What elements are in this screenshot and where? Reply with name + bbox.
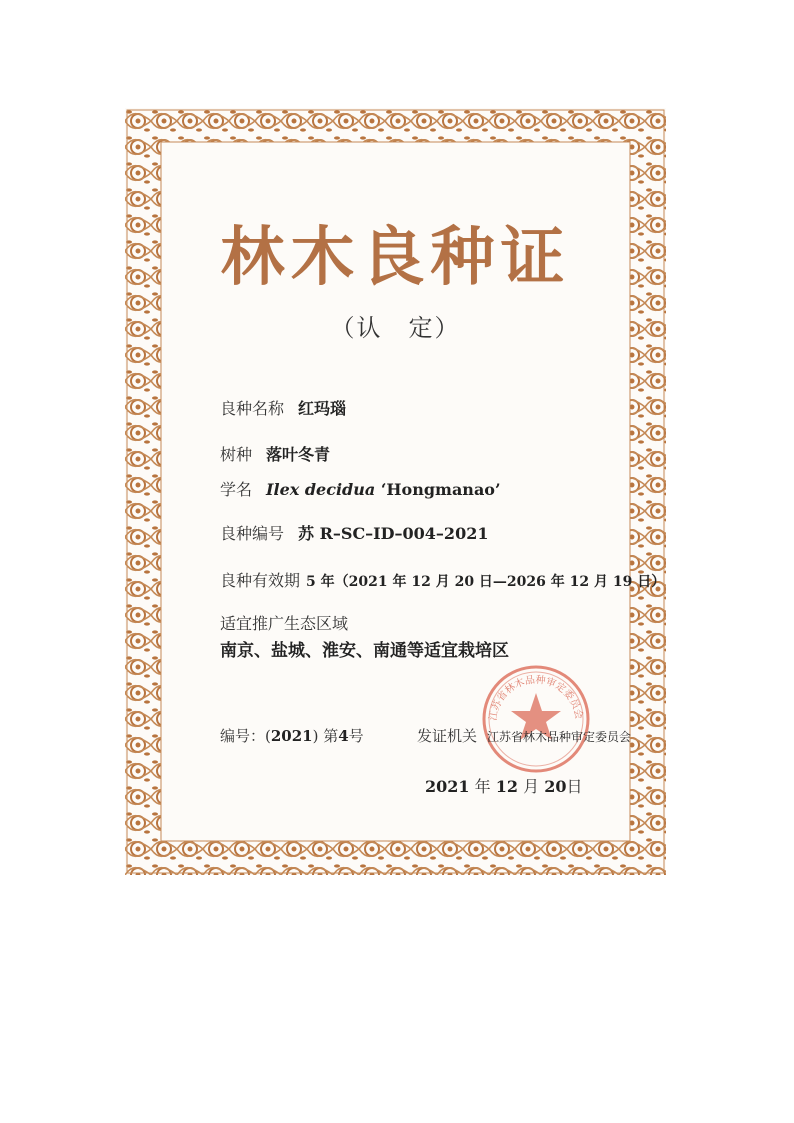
region-label-row [220,611,348,634]
certificate-number [220,725,364,746]
issuing-authority [417,725,631,746]
certificate-title: 林木良种证 [220,221,571,295]
svg-text:江苏省林木品种审定委员会: 江苏省林木品种审定委员会 [487,674,584,722]
date-month: 12 [495,777,518,796]
validity-row [220,568,665,591]
region-label: 适宜推广生态区域 [220,614,349,633]
variety-name-row [220,396,346,419]
scientific-name-label: 学名 [220,480,253,499]
validity-value: 5 年（2021 年 12 月 20 日—2026 年 12 月 19 日） [306,574,666,590]
variety-name-value: 红玛瑙 [298,399,347,418]
certificate-subtitle: （认 定） [330,314,461,342]
date-day: 20 [544,777,567,796]
scientific-name-cultivar: ‘Hongmanao’ [380,480,501,499]
number-value: 4 [338,727,349,745]
authority-value: 江苏省林木品种审定委员会 [487,730,632,744]
variety-code-value: 苏 R–SC–ID–004–2021 [298,524,489,543]
variety-code-label: 良种编号 [220,524,285,543]
number-prefix: 编号：( [220,727,271,745]
scientific-name-row [220,477,501,500]
date-month-unit: 月 [523,777,540,796]
tree-species-row [220,442,330,465]
validity-label: 良种有效期 [220,571,301,590]
number-mid: ) 第 [312,727,339,745]
scientific-name-genus-species: Ilex decidua [266,480,376,499]
official-seal [480,663,592,775]
certificate [125,108,666,875]
tree-species-value: 落叶冬青 [266,445,331,464]
variety-name-label: 良种名称 [220,399,285,418]
region-value: 南京、盐城、淮安、南通等适宜栽培区 [220,641,509,661]
authority-label: 发证机关 [417,727,478,745]
date-year: 2021 [425,777,470,796]
issue-date [425,774,582,797]
tree-species-label: 树种 [220,445,253,464]
number-year: 2021 [270,727,313,745]
date-year-unit: 年 [474,777,491,796]
scientific-name-value [266,480,501,499]
variety-code-row [220,521,488,544]
number-suffix: 号 [348,727,364,745]
date-day-unit: 日 [566,777,583,796]
